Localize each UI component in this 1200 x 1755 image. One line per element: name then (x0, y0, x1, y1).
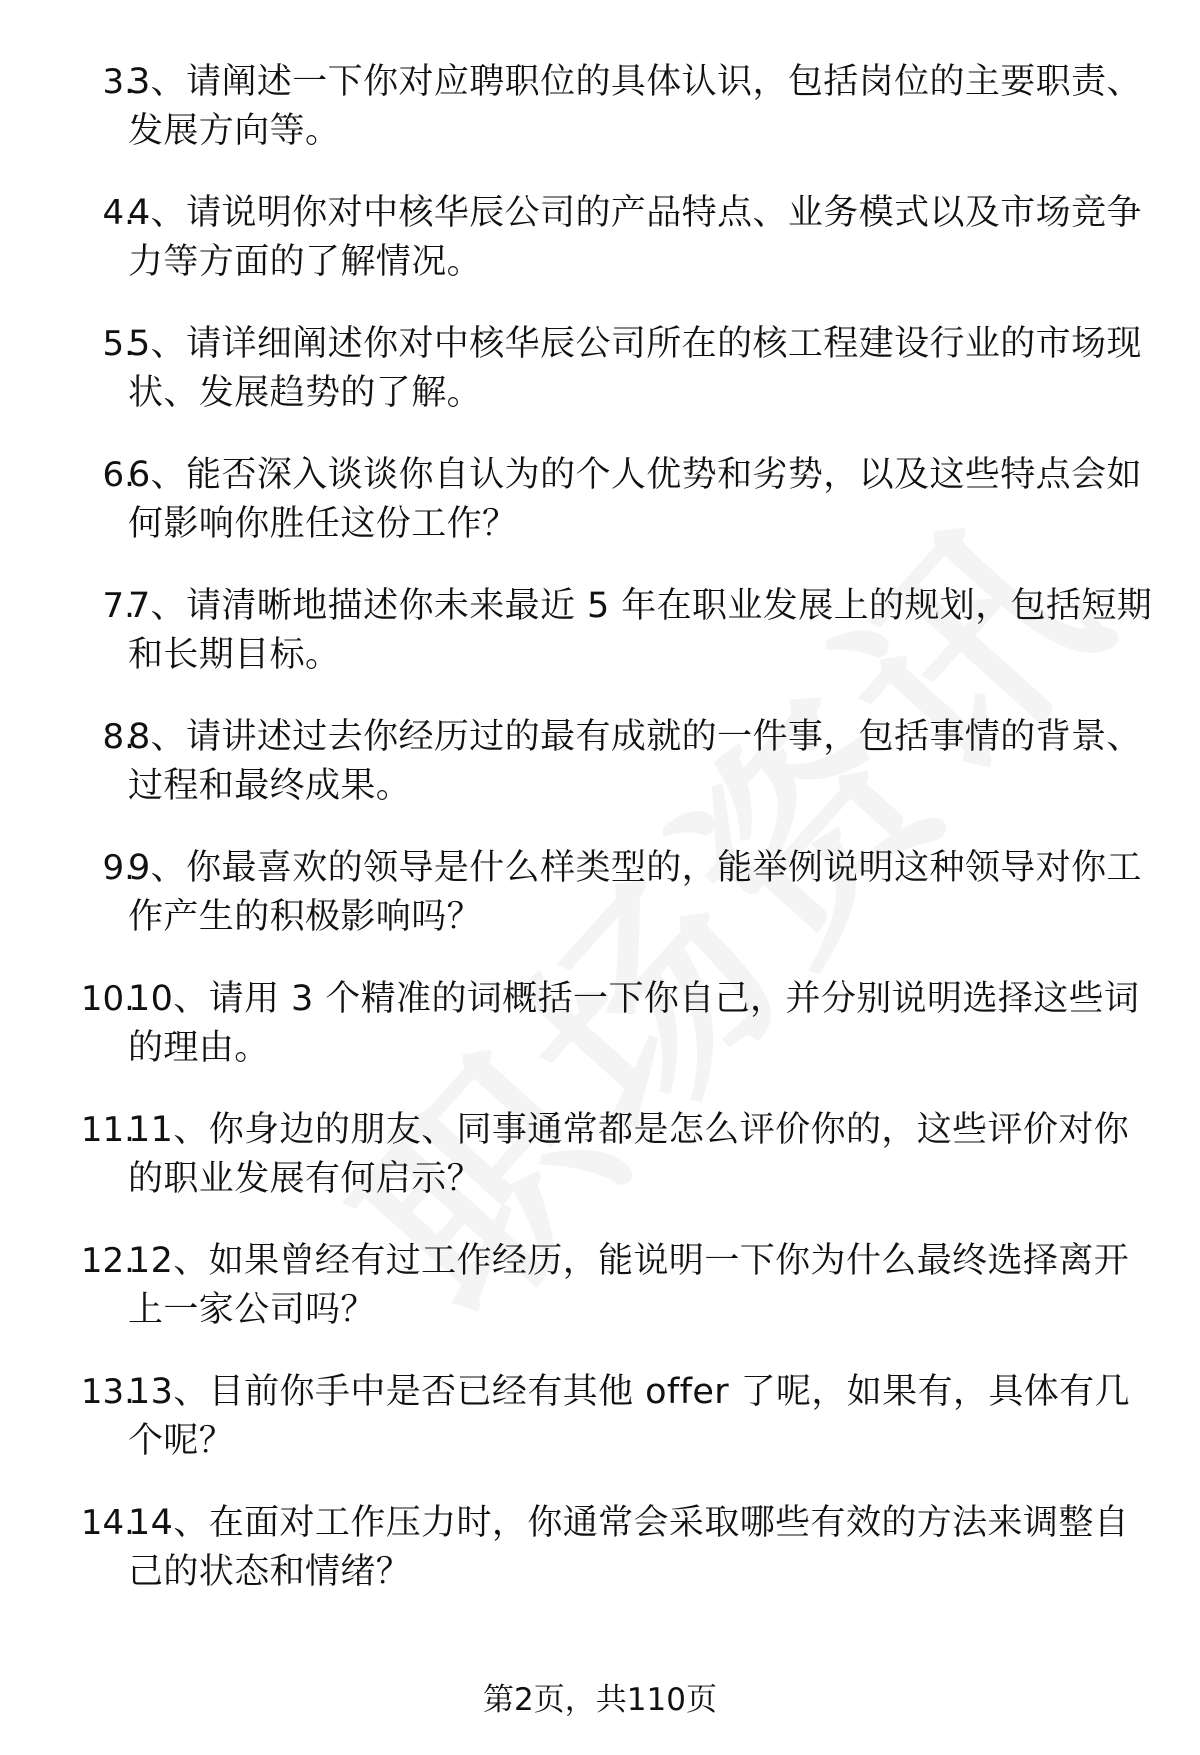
question-text: 4、请说明你对中核华辰公司的产品特点、业务模式以及市场竞争力等方面的了解情况。 (128, 193, 1142, 282)
list-item (0, 1499, 1200, 1630)
list-item (0, 58, 1200, 189)
question-text: 11、你身边的朋友、同事通常都是怎么评价你的，这些评价对你的职业发展有何启示？ (128, 1110, 1130, 1199)
list-item (0, 189, 1200, 320)
list-item (0, 451, 1200, 582)
question-text: 8、请讲述过去你经历过的最有成就的一件事，包括事情的背景、过程和最终成果。 (128, 717, 1142, 806)
question-list (0, 58, 1200, 1630)
list-item (0, 975, 1200, 1106)
question-number: 5. (102, 324, 135, 364)
list-item (0, 1106, 1200, 1237)
list-item (0, 1237, 1200, 1368)
question-number: 14. (80, 1503, 135, 1543)
question-text: 10、请用 3 个精准的词概括一下你自己，并分别说明选择这些词的理由。 (128, 979, 1140, 1068)
page-number: 第2页，共110页 (483, 1682, 717, 1718)
question-number: 10. (80, 979, 135, 1019)
question-text: 3、请阐述一下你对应聘职位的具体认识，包括岗位的主要职责、发展方向等。 (128, 62, 1142, 151)
question-text: 12、如果曾经有过工作经历，能说明一下你为什么最终选择离开上一家公司吗？ (128, 1241, 1130, 1330)
question-text: 6、能否深入谈谈你自认为的个人优势和劣势，以及这些特点会如何影响你胜任这份工作？ (128, 455, 1142, 544)
list-item (0, 320, 1200, 451)
list-item (0, 844, 1200, 975)
question-text: 5、请详细阐述你对中核华辰公司所在的核工程建设行业的市场现状、发展趋势的了解。 (128, 324, 1142, 413)
question-number: 13. (80, 1372, 135, 1412)
list-item (0, 713, 1200, 844)
question-number: 9. (102, 848, 135, 888)
list-item (0, 1368, 1200, 1499)
question-text: 9、你最喜欢的领导是什么样类型的，能举例说明这种领导对你工作产生的积极影响吗？ (128, 848, 1142, 937)
question-number: 8. (102, 717, 135, 757)
question-number: 6. (102, 455, 135, 495)
question-number: 4. (102, 193, 135, 233)
question-number: 7. (102, 586, 135, 626)
question-text: 7、请清晰地描述你未来最近 5 年在职业发展上的规划，包括短期和长期目标。 (128, 586, 1153, 675)
question-text: 14、在面对工作压力时，你通常会采取哪些有效的方法来调整自己的状态和情绪？ (128, 1503, 1130, 1592)
question-number: 11. (80, 1110, 135, 1150)
question-number: 3. (102, 62, 135, 102)
question-number: 12. (80, 1241, 135, 1281)
list-item (0, 582, 1200, 713)
question-text: 13、目前你手中是否已经有其他 offer 了呢，如果有，具体有几个呢？ (128, 1372, 1130, 1461)
